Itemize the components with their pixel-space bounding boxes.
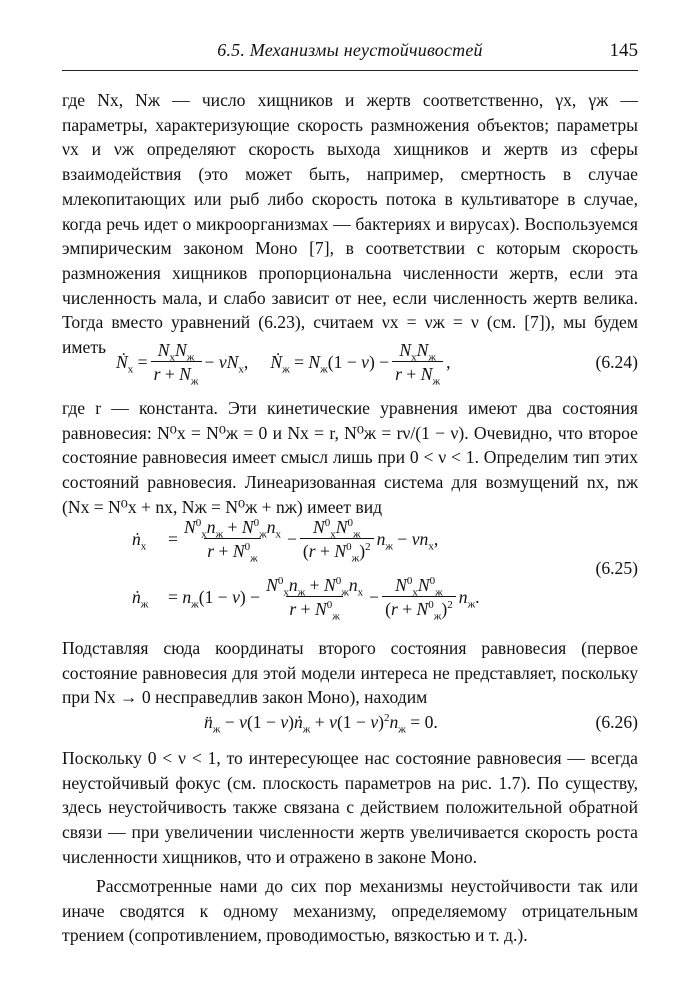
paragraph-5: Рассмотренные нами до сих пор механизмы неустойчивости так или иначе сводятся к одному механизму, определяемому отрицательным трением (сопротивлением, проводимостью, вязкостью и т. д.). xyxy=(62,876,638,946)
page-number: 145 xyxy=(609,40,638,61)
equation-6-24-body: Ṅ$_х$ = $\frac{N_хN_ж}{r + N_ж}$ − $\nu N_х$, Ṅ$_ж$ = $N_ж(1 - \nu)$ − $\frac{N_хN_ж}{r + N_ж}$ , xyxy=(116,340,451,388)
section-title: 6.5. Механизмы неустойчивостей xyxy=(217,40,483,60)
equation-6-25-row-1: ṅ$_х$ = $\frac{N^0_хn_ж + N^0_жn_х}{r + N^0_ж}$ − $\frac{N^0_хN^0_ж}{(r + N^0_ж)^2}$ $n_ж - \nu n_х$, xyxy=(132,517,439,565)
equation-6-25-body xyxy=(132,510,480,626)
equation-6-24-number: (6.24) xyxy=(595,352,638,372)
paragraph-1: где Nх, Nж — число хищников и жертв соответственно, γх, γж — параметры, характеризующие скорость размножения объектов; параметры νх и νж определяют скорость выхода хищников и жертв из сферы взаимодействия (это может быть, например, смертность в случае млекопитающих или рыб либо скорость потока в культиваторе в случае, когда речь идет о микроорганизмах — бактериях и вирусах). Воспользуемся эмпирическим законом Моно [7], в соответствии с которым скорость размножения хищников пропорциональна численности жертв, если эта численность мала, и слабо зависит от нее, если численность жертв велика. Тогда вместо уравнений (6.23), считаем νх = νж = ν (см. [7]), мы будем иметь xyxy=(62,90,638,358)
equation-6-25 xyxy=(62,510,638,630)
equation-6-24 xyxy=(62,336,638,388)
equation-6-26-number: (6.26) xyxy=(595,712,638,732)
equation-6-25-number: (6.25) xyxy=(595,558,638,578)
paragraph-3: Подставляя сюда координаты второго состояния равновесия (первое состояние равновесия для этой модели интереса не представляет, поскольку при Nх → 0 несправедлив закон Моно), находим xyxy=(62,638,638,708)
running-head xyxy=(62,40,638,66)
equation-6-25-row-2: ṅ$_ж$ = $n_ж(1 - \nu)$ − $\frac{N^0_хn_ж + N^0_жn_х}{r + N^0_ж}$ − $\frac{N^0_хN^0_ж}{(r + N^0_ж)^2}$ $n_ж$. xyxy=(132,575,480,623)
equation-6-26-body: $n̈_ж - \nu(1$ − ν)ṅ$_ж$ + $\nu(1 - \nu)^2n_ж = 0$. xyxy=(204,712,438,736)
paragraph-2: где r — константа. Эти кинетические уравнения имеют два состояния равновесия: N⁰х = N⁰ж = 0 и Nх = r, N⁰ж = rν/(1 − ν). Очевидно, что второе состояние равновесия имеет смысл лишь при 0 < ν < 1. Определим тип этих состояний равновесия. Линеаризованная система для возмущений nх, nж (Nх = N⁰х + nх, Nж = N⁰ж + nж) имеет вид xyxy=(62,398,638,517)
equation-6-26 xyxy=(62,710,638,738)
paragraph-4: Поскольку 0 < ν < 1, то интересующее нас состояние равновесия — всегда неустойчивый фокус (см. плоскость параметров на рис. 1.7). По существу, здесь неустойчивость также связана с действием положительной обратной связи — при увеличении численности жертв увеличивается скорость роста численности хищников, что и отражено в законе Моно. xyxy=(62,748,638,867)
header-rule xyxy=(62,70,638,71)
